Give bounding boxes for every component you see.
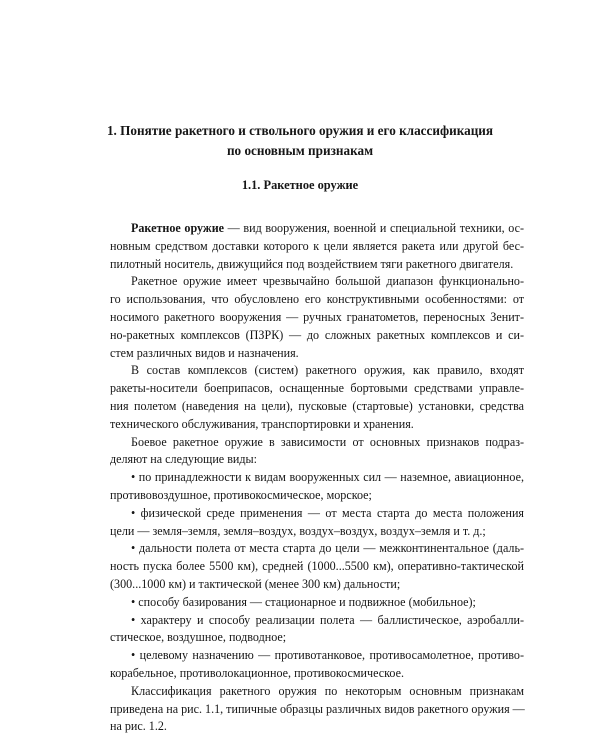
paragraph-line: Боевое ракетное оружие в зависимости от основных признаков подраз- <box>131 434 524 449</box>
paragraph-line: ракеты-носители боеприпасов, оснащенные бортовыми средствами управле- <box>110 381 524 396</box>
paragraph-line: на рис. 1.2. <box>110 719 167 734</box>
paragraph-line: носимого ракетного вооружения — ручных гранатометов, переносных Зенит- <box>110 309 524 324</box>
paragraph-line: но-ракетных комплексов (ПЗРК) — до сложных ракетных комплексов и си- <box>110 327 524 342</box>
chapter-title-line: 1. Понятие ракетного и ствольного оружия и его классификация <box>106 123 494 138</box>
list-item-line: противовоздушное, противокосмическое, морское; <box>110 487 372 502</box>
paragraph-line: го использования, что обусловлено его конструктивными особенностями: от <box>110 292 524 307</box>
list-item-line: стическое, воздушное, подводное; <box>110 630 287 645</box>
paragraph-line: новным средством доставки которого к цели является ракета или другой бес- <box>110 238 524 253</box>
section-title: 1.1. Ракетное оружие <box>241 178 359 192</box>
paragraph-line: технического обслуживания, транспортировки и хранения. <box>110 416 414 431</box>
intro-text: — вид вооружения, военной и специальной техники, ос- <box>224 221 524 235</box>
list-item-line: • способу базирования — стационарное и подвижное (мобильное); <box>131 594 476 609</box>
list-item-line: • по принадлежности к видам вооруженных сил — наземное, авиационное, <box>131 470 524 485</box>
paragraph-line: стем различных видов и назначения. <box>110 345 299 360</box>
list-item-line: цели — земля–земля, земля–воздух, воздух–воздух, воздух–земля и т. д.; <box>110 523 486 538</box>
paragraph-line: Классификация ракетного оружия по некоторым основным признакам <box>131 683 524 698</box>
list-item-line: корабельное, противолокационное, противокосмическое. <box>110 665 404 680</box>
paragraph-line: деляют на следующие виды: <box>110 452 258 467</box>
body-text <box>0 220 600 736</box>
paragraph-line: Ракетное оружие имеет чрезвычайно большой диапазон функционально- <box>131 274 524 289</box>
paragraph-line: В состав комплексов (систем) ракетного оружия, как правило, входят <box>131 363 524 378</box>
list-item-line: • физической среде применения — от места старта до места положения <box>131 505 524 520</box>
paragraph-line <box>131 220 524 238</box>
defined-term: Ракетное оружие <box>131 221 225 235</box>
chapter-title <box>60 121 540 161</box>
list-item-line: • характеру и способу реализации полета — баллистическое, аэробалли- <box>131 612 524 627</box>
list-item-line: ность пуска более 5500 км), средней (1000...5500 км), оперативно-тактической <box>110 559 524 574</box>
paragraph-line: приведена на рис. 1.1, типичные образцы различных видов ракетного оружия — <box>110 701 525 716</box>
list-item-line: • дальности полета от места старта до цели — межконтинентальное (даль- <box>131 541 524 556</box>
list-item-line: (300...1000 км) и тактической (менее 300 км) дальности; <box>110 576 401 591</box>
paragraph-line: пилотный носитель, движущийся под воздействием тяги ракетного двигателя. <box>110 256 514 271</box>
chapter-title-line: по основным признакам <box>226 143 374 158</box>
list-item-line: • целевому назначению — противотанковое, противосамолетное, противо- <box>131 648 524 663</box>
paragraph-line: ния полетом (наведения на цели), пусковые (стартовые) установки, средства <box>110 398 524 413</box>
